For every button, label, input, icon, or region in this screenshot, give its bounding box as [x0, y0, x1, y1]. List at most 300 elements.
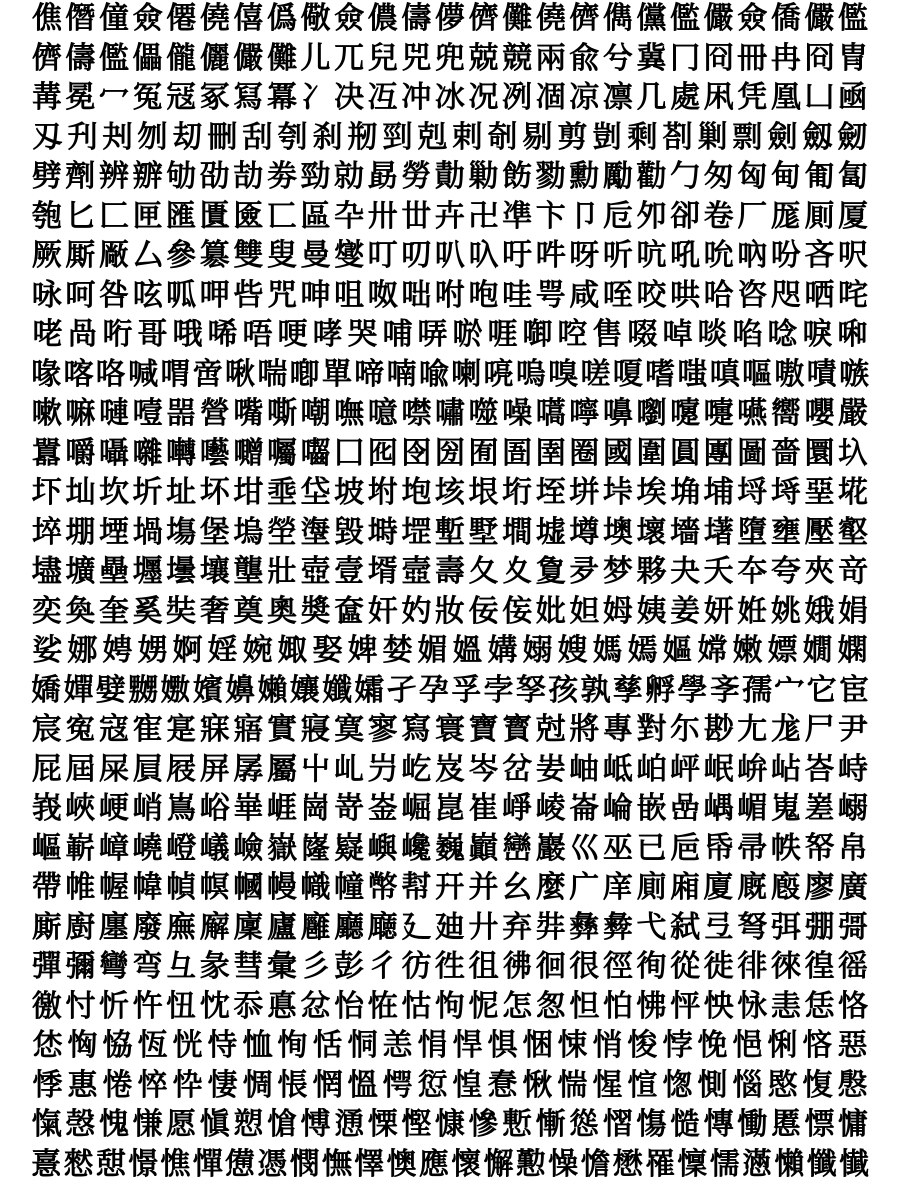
glyph-cell: 恟	[67, 1028, 98, 1063]
glyph-cell: 囮	[367, 435, 398, 471]
glyph-cell: 嫣	[627, 633, 658, 668]
glyph-cell: 彿	[502, 949, 533, 984]
glyph-cell: 區	[300, 198, 331, 234]
glyph-cell: 悋	[802, 1028, 833, 1063]
glyph-cell: 嗤	[677, 356, 708, 392]
glyph-cell: 夭	[703, 554, 734, 589]
glyph-row	[30, 356, 870, 394]
glyph-cell: 孚	[451, 672, 482, 708]
glyph-cell: 團	[703, 435, 734, 471]
glyph-cell: 孵	[645, 672, 676, 708]
glyph-cell: 勦	[468, 159, 499, 194]
glyph-cell: 巫	[602, 830, 633, 866]
glyph-cell: 媾	[487, 633, 518, 668]
glyph-cell: 囁	[98, 435, 129, 471]
glyph-cell: 恆	[137, 1028, 168, 1063]
glyph-cell: 娉	[102, 633, 133, 668]
glyph-cell: 崢	[502, 791, 533, 826]
glyph-cell: 徂	[468, 949, 499, 984]
glyph-cell: 屐	[166, 751, 197, 787]
glyph-cell: 忰	[172, 1067, 203, 1103]
glyph-cell: 兪	[569, 40, 600, 76]
glyph-cell: 啜	[627, 317, 658, 352]
glyph-cell: 嚔	[670, 396, 701, 431]
glyph-cell: 懣	[742, 1146, 773, 1182]
glyph-cell: 儷	[199, 40, 230, 76]
glyph-cell: 哦	[172, 317, 203, 352]
glyph-cell: 儁	[602, 1, 633, 36]
glyph-cell: 圀	[434, 435, 465, 471]
glyph-cell: 怡	[334, 988, 365, 1024]
glyph-cell: 凉	[569, 80, 600, 115]
glyph-cell: 奚	[132, 593, 163, 629]
glyph-cell: 寤	[233, 712, 264, 747]
glyph-cell: 恍	[172, 1028, 203, 1063]
glyph-cell: 壻	[367, 554, 398, 589]
glyph-cell: 巓	[468, 830, 499, 866]
glyph-cell: 哢	[417, 317, 448, 352]
glyph-cell: 叺	[468, 238, 499, 273]
glyph-cell: 匚	[98, 198, 129, 234]
glyph-cell: 怛	[569, 988, 600, 1024]
glyph-cell: 嚊	[602, 396, 633, 431]
glyph-cell: 刹	[312, 119, 343, 155]
glyph-cell: 嗚	[515, 356, 546, 392]
glyph-cell: 啣	[522, 317, 553, 352]
glyph-cell: 惓	[102, 1067, 133, 1103]
glyph-cell: 姨	[636, 593, 667, 629]
glyph-cell: 垪	[569, 475, 600, 510]
glyph-cell: 嵜	[334, 791, 365, 826]
glyph-cell: 娑	[32, 633, 63, 668]
glyph-cell: 夸	[770, 554, 801, 589]
glyph-cell: 噪	[502, 396, 533, 431]
glyph-cell: 僭	[65, 1, 96, 36]
glyph-cell: 啀	[487, 317, 518, 352]
glyph-cell: 娟	[838, 593, 869, 629]
glyph-cell: 厶	[132, 238, 163, 273]
glyph-cell: 儼	[233, 40, 264, 76]
glyph-cell: 厖	[770, 198, 801, 234]
glyph-cell: 剌	[452, 119, 483, 155]
glyph-cell: 怦	[670, 988, 701, 1024]
glyph-cell: 悽	[207, 1067, 238, 1103]
glyph-cell: 弖	[703, 909, 734, 945]
glyph-cell: 喊	[128, 356, 159, 392]
glyph-cell: 嗾	[838, 356, 869, 392]
glyph-cell: 妛	[535, 751, 566, 787]
glyph-cell: 徃	[434, 949, 465, 984]
glyph-cell: 弑	[670, 909, 701, 945]
glyph-cell: 剳	[662, 119, 693, 155]
glyph-cell: 呷	[199, 277, 230, 313]
glyph-cell: 嘛	[65, 396, 96, 431]
glyph-cell: 婢	[347, 633, 378, 668]
glyph-cell: 唸	[767, 317, 798, 352]
glyph-cell: 慟	[737, 1107, 768, 1142]
glyph-cell: 悳	[266, 988, 297, 1024]
glyph-cell: 嬖	[95, 672, 126, 708]
glyph-cell: 冩	[233, 80, 264, 115]
glyph-cell: 刎	[137, 119, 168, 155]
glyph-cell: 燮	[334, 238, 365, 273]
glyph-cell: 咾	[32, 317, 63, 352]
glyph-cell: 佞	[468, 593, 499, 629]
glyph-cell: 几	[636, 80, 667, 115]
glyph-cell: 慫	[569, 1107, 600, 1142]
glyph-cell: 彜	[602, 909, 633, 945]
glyph-cell: 儔	[401, 1, 432, 36]
glyph-cell: 儆	[300, 1, 331, 36]
glyph-cell: 嗽	[31, 396, 62, 431]
glyph-row	[30, 751, 870, 789]
glyph-cell: 慥	[670, 1107, 701, 1142]
glyph-cell: 弃	[502, 909, 533, 945]
glyph-cell: 墻	[670, 514, 701, 550]
glyph-cell: 哮	[312, 317, 343, 352]
glyph-cell: 夐	[535, 554, 566, 589]
glyph-cell: 嶝	[166, 830, 197, 866]
glyph-cell: 恷	[32, 1028, 63, 1063]
glyph-cell: 幄	[98, 870, 129, 905]
glyph-cell: 嵒	[670, 791, 701, 826]
glyph-cell: 彎	[98, 949, 129, 984]
glyph-cell: 慄	[367, 1107, 398, 1142]
glyph-cell: 怕	[602, 988, 633, 1024]
glyph-cell: 儔	[65, 40, 96, 76]
glyph-cell: 壟	[233, 554, 264, 589]
glyph-cell: 峪	[199, 791, 230, 826]
glyph-cell: 孕	[418, 672, 449, 708]
glyph-cell: 悵	[277, 1067, 308, 1103]
glyph-cell: 嵌	[636, 791, 667, 826]
glyph-cell: 梦	[602, 554, 633, 589]
glyph-cell: 囃	[132, 435, 163, 471]
glyph-cell: 惠	[67, 1067, 98, 1103]
glyph-cell: 孱	[233, 751, 264, 787]
glyph-cell: 冉	[770, 40, 801, 76]
glyph-cell: 夾	[804, 554, 835, 589]
glyph-cell: 凾	[838, 80, 869, 115]
glyph-cell: 屬	[266, 751, 297, 787]
glyph-cell: 塰	[300, 514, 331, 550]
glyph-cell: 妝	[434, 593, 465, 629]
glyph-cell: 剿	[697, 119, 728, 155]
glyph-cell: 愾	[31, 1107, 62, 1142]
glyph-row	[30, 435, 870, 473]
glyph-cell: 喩	[418, 356, 449, 392]
glyph-cell: 姆	[602, 593, 633, 629]
glyph-cell: 廡	[166, 909, 197, 945]
glyph-cell: 忤	[132, 988, 163, 1024]
glyph-cell: 廬	[266, 909, 297, 945]
glyph-cell: 惱	[732, 1067, 763, 1103]
glyph-cell: 况	[468, 80, 499, 115]
glyph-cell: 姙	[737, 593, 768, 629]
glyph-cell: 圦	[838, 435, 869, 471]
glyph-cell: 嗄	[612, 356, 643, 392]
glyph-cell: 吼	[670, 238, 701, 273]
glyph-cell: 壑	[838, 514, 869, 550]
glyph-cell: 嵶	[838, 791, 869, 826]
glyph-cell: 寫	[401, 712, 432, 747]
glyph-cell: 忱	[199, 988, 230, 1024]
glyph-cell: 媽	[592, 633, 623, 668]
glyph-cell: 廢	[132, 909, 163, 945]
glyph-cell: 慝	[770, 1107, 801, 1142]
glyph-cell: 叨	[401, 238, 432, 273]
glyph-cell: 儼	[703, 1, 734, 36]
glyph-cell: 埓	[770, 475, 801, 510]
glyph-cell: 勗	[367, 159, 398, 194]
glyph-cell: 愬	[233, 1107, 264, 1142]
glyph-cell: 儕	[468, 1, 499, 36]
glyph-cell: 幎	[199, 870, 230, 905]
glyph-cell: 尅	[535, 712, 566, 747]
glyph-cell: 巵	[670, 830, 701, 866]
glyph-cell: 嶇	[31, 830, 62, 866]
glyph-cell: 斈	[709, 672, 740, 708]
glyph-cell: 怙	[401, 988, 432, 1024]
glyph-cell: 參	[166, 238, 197, 273]
glyph-cell: 唔	[242, 317, 273, 352]
glyph-cell: 嘔	[742, 356, 773, 392]
glyph-cell: 彖	[199, 949, 230, 984]
glyph-cell: 惡	[837, 1028, 868, 1063]
glyph-cell: 崕	[266, 791, 297, 826]
glyph-cell: 嫦	[697, 633, 728, 668]
glyph-cell: 愡	[662, 1067, 693, 1103]
glyph-cell: 壺	[300, 554, 331, 589]
glyph-cell: 怫	[636, 988, 667, 1024]
glyph-cell: 奠	[233, 593, 264, 629]
glyph-cell: 幢	[334, 870, 365, 905]
glyph-cell: 剪	[557, 119, 588, 155]
glyph-cell: 學	[677, 672, 708, 708]
glyph-cell: 儼	[804, 1, 835, 36]
glyph-cell: 寔	[166, 712, 197, 747]
glyph-cell: 嬾	[257, 672, 288, 708]
glyph-cell: 墺	[602, 514, 633, 550]
glyph-cell: 愧	[98, 1107, 129, 1142]
glyph-cell: 匯	[166, 198, 197, 234]
glyph-cell: 慂	[334, 1107, 365, 1142]
glyph-cell: 堋	[65, 514, 96, 550]
glyph-cell: 塋	[266, 514, 297, 550]
glyph-cell: 懊	[386, 1146, 417, 1182]
glyph-cell: 垳	[502, 475, 533, 510]
glyph-cell: 麼	[535, 870, 566, 905]
glyph-cell: 婉	[242, 633, 273, 668]
glyph-cell: 姜	[670, 593, 701, 629]
glyph-cell: 廸	[434, 909, 465, 945]
glyph-cell: 怎	[502, 988, 533, 1024]
glyph-cell: 坩	[233, 475, 264, 510]
glyph-cell: 嫐	[160, 672, 191, 708]
glyph-cell: 圈	[569, 435, 600, 471]
glyph-cell: 卮	[602, 198, 633, 234]
glyph-cell: 唳	[802, 317, 833, 352]
glyph-cell: 夛	[569, 554, 600, 589]
glyph-cell: 哇	[502, 277, 533, 313]
glyph-cell: 崋	[233, 791, 264, 826]
glyph-cell: 奎	[98, 593, 129, 629]
glyph-cell: 崔	[468, 791, 499, 826]
glyph-cell: 寢	[300, 712, 331, 747]
glyph-cell: 孛	[483, 672, 514, 708]
glyph-cell: 嶬	[199, 830, 230, 866]
glyph-row	[30, 277, 870, 315]
glyph-row	[30, 1146, 870, 1184]
glyph-cell: 恃	[207, 1028, 238, 1063]
glyph-cell: 冱	[367, 80, 398, 115]
glyph-cell: 慓	[804, 1107, 835, 1142]
glyph-cell: 怱	[535, 988, 566, 1024]
glyph-cell: 憚	[192, 1146, 223, 1182]
glyph-cell: 彑	[166, 949, 197, 984]
glyph-cell: 刪	[207, 119, 238, 155]
glyph-cell: 匏	[31, 198, 62, 234]
glyph-cell: 尨	[770, 712, 801, 747]
glyph-cell: 僑	[770, 1, 801, 36]
glyph-cell: 帙	[770, 830, 801, 866]
glyph-cell: 崑	[434, 791, 465, 826]
glyph-cell: 懌	[354, 1146, 385, 1182]
glyph-cell: 愆	[417, 1067, 448, 1103]
glyph-cell: 啗	[732, 317, 763, 352]
glyph-cell: 峙	[838, 751, 869, 787]
glyph-cell: 怐	[434, 988, 465, 1024]
glyph-cell: 叭	[434, 238, 465, 273]
glyph-cell: 儺	[502, 1, 533, 36]
glyph-cell: 廾	[468, 909, 499, 945]
glyph-cell: 慷	[434, 1107, 465, 1142]
glyph-cell: 埔	[703, 475, 734, 510]
glyph-cell: 彁	[838, 909, 869, 945]
glyph-cell: 崟	[367, 791, 398, 826]
glyph-cell: 垤	[535, 475, 566, 510]
glyph-cell: 簒	[199, 238, 230, 273]
glyph-cell: 呱	[166, 277, 197, 313]
glyph-cell: 巍	[434, 830, 465, 866]
glyph-cell: 峇	[804, 751, 835, 787]
glyph-cell: 悧	[767, 1028, 798, 1063]
glyph-cell: 凩	[703, 80, 734, 115]
glyph-cell: 屓	[132, 751, 163, 787]
glyph-cell: 嶷	[334, 830, 365, 866]
glyph-cell: 婪	[382, 633, 413, 668]
glyph-cell: 刋	[67, 119, 98, 155]
glyph-cell: 帷	[65, 870, 96, 905]
glyph-cell: 幇	[401, 870, 432, 905]
glyph-cell: 嗷	[774, 356, 805, 392]
glyph-cell: 妲	[569, 593, 600, 629]
glyph-cell: 彡	[300, 949, 331, 984]
glyph-cell: 堝	[132, 514, 163, 550]
glyph-cell: 娶	[312, 633, 343, 668]
glyph-cell: 嗹	[98, 396, 129, 431]
glyph-cell: 崗	[300, 791, 331, 826]
glyph-cell: 嫋	[522, 633, 553, 668]
glyph-cell: 厦	[838, 198, 869, 234]
glyph-cell: 圄	[502, 435, 533, 471]
glyph-cell: 孩	[548, 672, 579, 708]
glyph-cell: 寐	[199, 712, 230, 747]
glyph-cell: 哘	[102, 317, 133, 352]
glyph-cell: 愴	[266, 1107, 297, 1142]
glyph-cell: 彗	[233, 949, 264, 984]
glyph-cell: 恊	[102, 1028, 133, 1063]
glyph-cell: 悃	[522, 1028, 553, 1063]
glyph-cell: 弉	[535, 909, 566, 945]
glyph-cell: 竒	[838, 554, 869, 589]
glyph-cell: 僉	[132, 1, 163, 36]
glyph-cell: 哺	[382, 317, 413, 352]
glyph-cell: 冽	[502, 80, 533, 115]
glyph-cell: 卍	[468, 198, 499, 234]
glyph-cell: 凛	[602, 80, 633, 115]
glyph-cell: 厥	[31, 238, 62, 273]
glyph-cell: 競	[502, 40, 533, 76]
glyph-cell: 恙	[382, 1028, 413, 1063]
glyph-cell: 埆	[670, 475, 701, 510]
glyph-cell: 崛	[401, 791, 432, 826]
glyph-cell: 弋	[636, 909, 667, 945]
glyph-cell: 岷	[703, 751, 734, 787]
glyph-cell: 嶐	[300, 830, 331, 866]
glyph-cell: 勍	[334, 159, 365, 194]
glyph-cell: 劔	[802, 119, 833, 155]
glyph-cell: 慴	[602, 1107, 633, 1142]
glyph-cell: 岻	[602, 751, 633, 787]
glyph-cell: 圓	[670, 435, 701, 471]
glyph-cell: 啅	[662, 317, 693, 352]
glyph-cell: 吮	[703, 238, 734, 273]
glyph-cell: 尢	[737, 712, 768, 747]
glyph-cell: 僉	[737, 1, 768, 36]
glyph-cell: 悸	[32, 1067, 63, 1103]
glyph-cell: 悚	[557, 1028, 588, 1063]
glyph-cell: 喀	[63, 356, 94, 392]
glyph-cell: 廴	[401, 909, 432, 945]
glyph-cell: 冂	[670, 40, 701, 76]
glyph-cell: 冦	[166, 80, 197, 115]
glyph-cell: 儡	[132, 40, 163, 76]
glyph-cell: 帶	[31, 870, 62, 905]
glyph-cell: 囹	[401, 435, 432, 471]
glyph-cell: 弭	[770, 909, 801, 945]
glyph-cell: 劍	[767, 119, 798, 155]
glyph-cell: 剔	[522, 119, 553, 155]
glyph-cell: 寶	[468, 712, 499, 747]
glyph-cell: 冏	[703, 40, 734, 76]
glyph-cell: 甸	[770, 159, 801, 194]
glyph-cell: 辨	[98, 159, 129, 194]
glyph-cell: 僬	[31, 1, 62, 36]
glyph-cell: 圸	[65, 475, 96, 510]
glyph-cell: 啾	[225, 356, 256, 392]
glyph-cell: 幗	[233, 870, 264, 905]
glyph-cell: 勳	[569, 159, 600, 194]
glyph-cell: 懍	[677, 1146, 708, 1182]
glyph-cell: 忝	[233, 988, 264, 1024]
glyph-cell: 嫖	[767, 633, 798, 668]
glyph-cell: 弸	[804, 909, 835, 945]
glyph-cell: 嫩	[732, 633, 763, 668]
glyph-cell: 吶	[737, 238, 768, 273]
glyph-cell: 儕	[31, 40, 62, 76]
glyph-cell: 懷	[451, 1146, 482, 1182]
